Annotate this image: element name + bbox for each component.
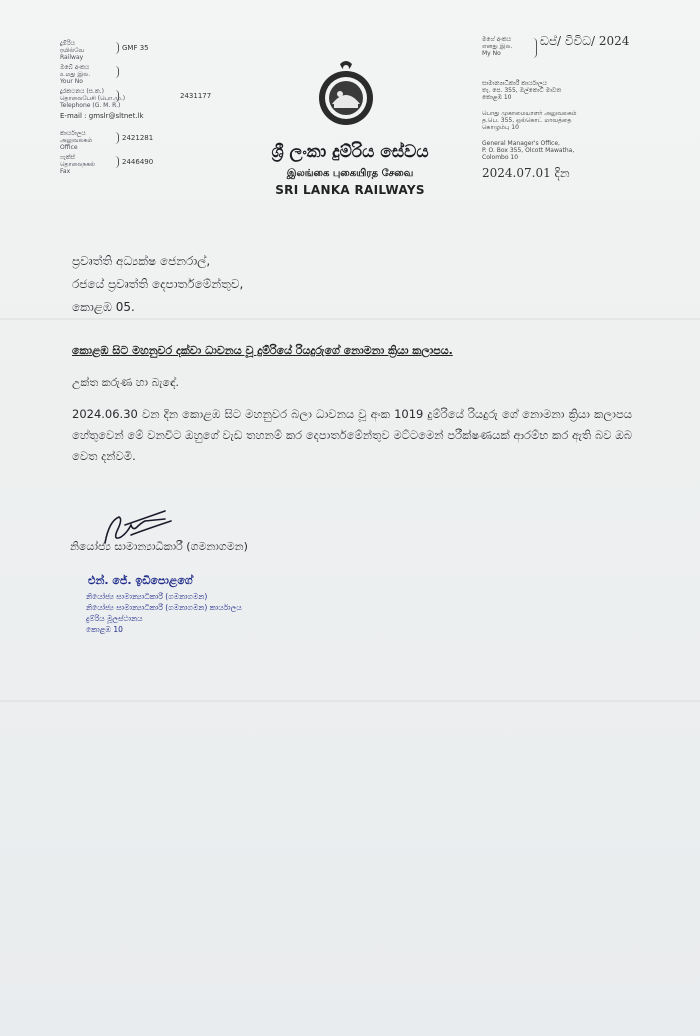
meta-label: Telephone (G. M. R.) [60, 102, 121, 109]
address-line: තැ. පෙ. 355, ඔල්කොට් මාවත [482, 87, 562, 94]
meta-label: எனது இல. [482, 43, 513, 50]
meta-telephone [60, 88, 260, 109]
letter-date: 2024.07.01 දින [482, 166, 570, 180]
meta-label: මගේ අංකය [482, 36, 512, 43]
meta-label: தொலைபேசி (பொ.மு.) [60, 95, 126, 102]
meta-label: Railway [60, 54, 84, 61]
meta-label: දුම්රිය [60, 40, 75, 47]
reference-number: ඩප්/ විවිධ/ 2024 [540, 34, 630, 48]
address-line: කොළඹ 10 [482, 94, 512, 101]
stamp-name: එන්. ජේ. ඉඩිපොළගේ [88, 574, 193, 587]
address-line: கொழும்பு 10 [482, 124, 519, 131]
address-line: සාමාන්‍යාධිකාරී කාර්යාලය [482, 80, 547, 87]
address-line: General Manager's Office, [482, 140, 560, 147]
stamp-line: කොළඹ 10 [86, 625, 123, 634]
department-name-tamil: இலங்கை புகையிரத சேவை [286, 168, 414, 179]
address-line: த.பெ. 355, ஒல்கொட் மாவத்தை [482, 117, 572, 124]
meta-label: தொலைநகல் [60, 161, 96, 168]
meta-label: කාර්යාලය [60, 130, 86, 137]
letter-subject: කොළඹ සිට මහනුවර දක්වා ධාවනය වූ දුම්රියේ රියදුරුගේ නොමනා ක්‍රියා කලාපය. [72, 344, 453, 357]
address-line: P. O. Box 355, Olcott Mawatha, [482, 147, 575, 154]
brace [112, 156, 119, 168]
railway-code: GMF 35 [122, 44, 149, 52]
letter-body: 2024.06.30 වන දින කොළඹ සිට මහනුවර බලා ධාවනය වූ අංක 1019 දුම්රියේ රියදුරු ගේ නොමනා ක්‍රියා කලාපය හේතුවෙන් මේ වනවිට ඔහුගේ වැඩ තහනම් කර දෙපාර්තමේන්තුව මට්ටමෙන් පරීක්ෂණයක් ආරම්භ කර ඇති බව ඔබ වෙත දන්වමි. [72, 407, 632, 463]
brace [530, 38, 537, 58]
reference-line: උක්ත කරුණ හා බැඳේ. [72, 376, 180, 389]
stamp-line: නියෝජ්‍ය සාමාන්‍යාධිකාරී (ගමනාගමන) [86, 592, 208, 601]
addressee-block [72, 250, 243, 319]
meta-label: දුරකථනය (ස.ක.) [60, 88, 104, 95]
meta-railway [60, 40, 260, 61]
department-name-sinhala: ශ්‍රී ලංකා දුම්රිය සේවය [271, 142, 429, 162]
meta-label: My No [482, 50, 501, 57]
address-line: பொது முகாமையாளர் அலுவலகம் [482, 110, 577, 117]
telephone-value: 2431177 [180, 92, 212, 100]
contact-info [60, 40, 260, 178]
addressee-line: ප්‍රවෘත්ති අධ්‍යක්ෂ ජෙනරාල්, [72, 254, 211, 268]
railway-crest-icon [314, 58, 378, 128]
meta-fax [60, 154, 260, 175]
official-stamp [86, 574, 242, 635]
meta-label: ඔබේ අංකය [60, 64, 90, 71]
brace [112, 132, 119, 144]
meta-label: ෆැක්ස් [60, 154, 75, 161]
meta-your-no [60, 64, 260, 85]
signatory-title: නියෝජ්‍ය සාමාන්‍යාධිකාරී (ගමනාගමන) [70, 540, 248, 553]
meta-label: Fax [60, 168, 71, 175]
my-no-label [482, 36, 512, 57]
meta-label: ரயில்வே [60, 47, 85, 54]
meta-office [60, 130, 260, 151]
email-text: E-mail : gmslr@sltnet.lk [60, 112, 144, 120]
stamp-line: දුම්රිය මූලස්ථානය [86, 614, 143, 623]
stamp-line: නියෝජ්‍ය සාමාන්‍යාධිකාරී (ගමනාගමන) කාර්යාලය [86, 603, 242, 612]
office-phone: 2421281 [122, 134, 154, 142]
addressee-line: කොළඹ 05. [72, 300, 135, 314]
meta-label: உமது இல. [60, 71, 91, 78]
addressee-line: රජයේ ප්‍රවෘත්ති දෙපාර්තමේන්තුව, [72, 277, 244, 291]
department-name-english: SRI LANKA RAILWAYS [275, 183, 425, 197]
paper-fold [0, 700, 700, 702]
meta-label: அலுவலகம் [60, 137, 93, 144]
address-line: Colombo 10 [482, 154, 519, 161]
meta-label: Office [60, 144, 78, 151]
brace [112, 90, 119, 102]
brace [112, 66, 119, 78]
brace [112, 42, 119, 54]
meta-label: Your No [60, 78, 83, 85]
fax-value: 2446490 [122, 158, 154, 166]
